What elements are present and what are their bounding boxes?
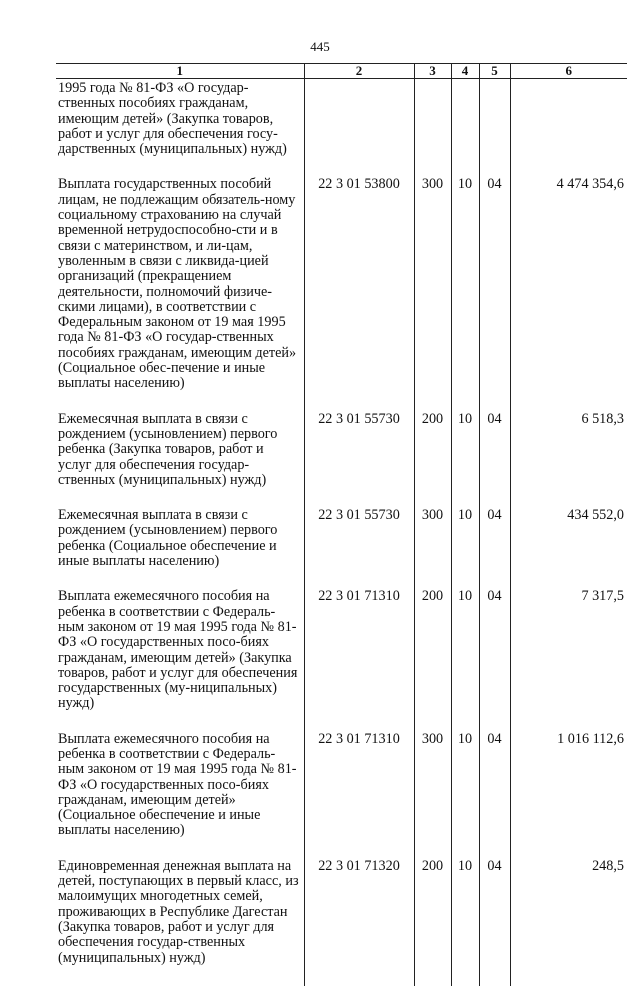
row-code: 22 3 01 55730 xyxy=(304,412,414,508)
row-subsection: 04 xyxy=(479,859,510,986)
budget-table xyxy=(56,63,627,986)
table-row xyxy=(56,589,627,731)
row-expense-type: 200 xyxy=(414,859,451,986)
row-code: 22 3 01 71310 xyxy=(304,732,414,859)
row-expense-type: 200 xyxy=(414,412,451,508)
row-code: 22 3 01 55730 xyxy=(304,508,414,589)
row-name: Выплата ежемесячного пособия на ребенка в соответствии с Федераль-ным законом от 19 мая 1995 года № 81-ФЗ «О государственных посо-биях гражданам, имеющим детей» (Закупка товаров, работ и услуг для обеспечения государственных (му-ниципальных) нужд) xyxy=(58,588,298,712)
row-amount: 7 317,5 xyxy=(510,589,627,731)
row-subsection: 04 xyxy=(479,732,510,859)
row-amount: 248,5 xyxy=(510,859,627,986)
table-row xyxy=(56,79,627,178)
row-expense-type: 300 xyxy=(414,508,451,589)
column-header: 1 xyxy=(56,64,304,79)
table-header xyxy=(56,64,627,79)
row-expense-type: 300 xyxy=(414,177,451,411)
row-subsection: 04 xyxy=(479,589,510,731)
row-subsection: 04 xyxy=(479,177,510,411)
table-row xyxy=(56,732,627,859)
row-subsection: 04 xyxy=(479,508,510,589)
row-name: Выплата ежемесячного пособия на ребенка в соответствии с Федераль-ным законом от 19 мая 1995 года № 81-ФЗ «О государственных посо-биях гражданам, имеющим детей» (Социальное обеспечение и иные выплаты населению) xyxy=(58,730,297,839)
row-section: 10 xyxy=(451,732,479,859)
row-subsection xyxy=(479,79,510,178)
row-subsection: 04 xyxy=(479,412,510,508)
row-name: Ежемесячная выплата в связи с рождением (усыновлением) первого ребенка (Закупка товаров, работ и услуг для обеспечения государ-ственных (муниципальных) нужд) xyxy=(58,410,278,488)
row-amount: 1 016 112,6 xyxy=(510,732,627,859)
row-amount xyxy=(510,79,627,178)
row-code xyxy=(304,79,414,178)
row-section: 10 xyxy=(451,859,479,986)
row-amount: 434 552,0 xyxy=(510,508,627,589)
row-code: 22 3 01 71320 xyxy=(304,859,414,986)
row-name: Выплата государственных пособий лицам, не подлежащим обязатель-ному социальному страхованию на случай временной нетрудоспособно-сти и в связи с материнством, и ли-цам, уволенным в связи с ликвида-цией организаций (прекращением деятельности, полномочий физиче-скими лицами), в соответствии с Федеральным законом от 19 мая 1995 года № 81-ФЗ «О государ-ственных пособиях гражданам, имеющим детей» (Социальное обес-печение и иные выплаты населению) xyxy=(58,176,297,392)
row-expense-type: 200 xyxy=(414,589,451,731)
row-section: 10 xyxy=(451,177,479,411)
row-section xyxy=(451,79,479,178)
row-code: 22 3 01 71310 xyxy=(304,589,414,731)
row-amount: 6 518,3 xyxy=(510,412,627,508)
table-row xyxy=(56,177,627,411)
table-row xyxy=(56,412,627,508)
row-code: 22 3 01 53800 xyxy=(304,177,414,411)
row-expense-type: 300 xyxy=(414,732,451,859)
column-header: 3 xyxy=(414,64,451,79)
row-amount: 4 474 354,6 xyxy=(510,177,627,411)
column-header: 4 xyxy=(451,64,479,79)
row-section: 10 xyxy=(451,589,479,731)
row-section: 10 xyxy=(451,508,479,589)
row-name: 1995 года № 81-ФЗ «О государ-ственных пособиях гражданам, имеющим детей» (Закупка товаров, работ и услуг для обеспечения госу-дарственных (муниципальных) нужд) xyxy=(58,80,287,158)
row-name: Единовременная денежная выплата на детей, поступающих в первый класс, из малоимущих многодетных семей, проживающих в Республике Дагестан (Закупка товаров, работ и услуг для обеспечения государ-ственных (муниципальных) нужд) xyxy=(58,857,299,966)
row-expense-type xyxy=(414,79,451,178)
table-row xyxy=(56,508,627,589)
row-section: 10 xyxy=(451,412,479,508)
table-row xyxy=(56,859,627,986)
row-name: Ежемесячная выплата в связи с рождением (усыновлением) первого ребенка (Социальное обеспечение и иные выплаты населению) xyxy=(58,507,278,570)
column-header: 6 xyxy=(510,64,627,79)
column-header: 5 xyxy=(479,64,510,79)
column-header: 2 xyxy=(304,64,414,79)
page-number: 445 xyxy=(310,39,330,54)
